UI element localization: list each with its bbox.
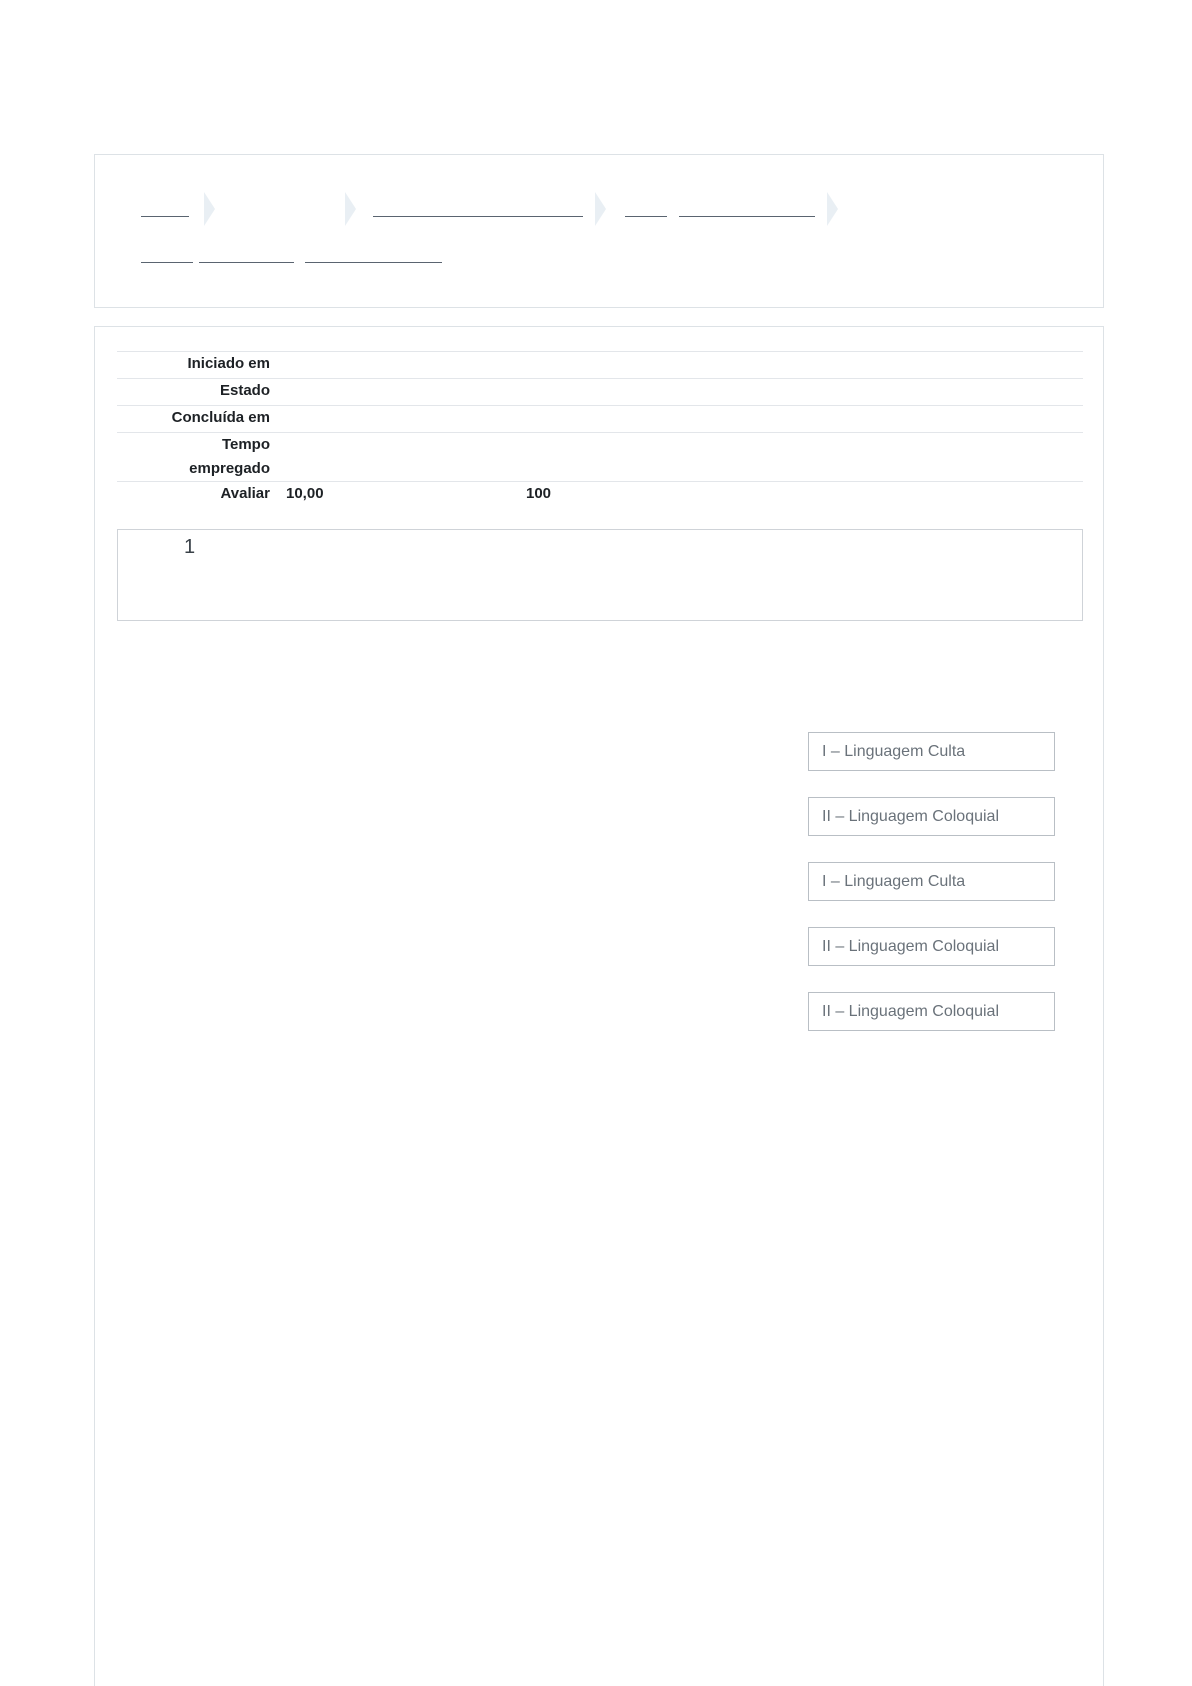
breadcrumb-link-activity-name[interactable] [199, 248, 294, 263]
summary-label: Tempo empregado [189, 436, 270, 477]
answer-select-1[interactable]: I – Linguagem Culta [808, 732, 1055, 771]
summary-value [270, 482, 1083, 508]
grade-max-value: 100 [526, 485, 552, 502]
summary-row-started [117, 351, 1083, 378]
breadcrumb-link-section-name[interactable] [679, 202, 815, 217]
breadcrumb-card [94, 154, 1104, 308]
answer-select-3[interactable]: I – Linguagem Culta [808, 862, 1055, 901]
breadcrumb-link-activity[interactable] [141, 248, 193, 263]
breadcrumb-link-section[interactable] [625, 202, 667, 217]
question-info-box [117, 529, 1083, 621]
quiz-review-card [94, 326, 1104, 1686]
breadcrumb-separator-icon [204, 192, 215, 226]
summary-label: Iniciado em [187, 355, 270, 372]
summary-value [270, 406, 1083, 432]
summary-value [270, 433, 1083, 481]
summary-value [270, 379, 1083, 405]
summary-label: Concluída em [171, 409, 270, 426]
summary-value [270, 352, 1083, 378]
answer-select-4[interactable]: II – Linguagem Coloquial [808, 927, 1055, 966]
grade-value: 10,00 [286, 485, 324, 502]
question-number: 1 [184, 536, 196, 558]
breadcrumb-link-course[interactable] [373, 202, 583, 217]
breadcrumb-link-home[interactable] [141, 202, 189, 217]
breadcrumb-link-review[interactable] [305, 248, 442, 263]
breadcrumb-separator-icon [595, 192, 606, 226]
summary-row-grade [117, 481, 1083, 508]
breadcrumb-separator-icon [827, 192, 838, 226]
breadcrumb-separator-icon [345, 192, 356, 226]
answer-select-2[interactable]: II – Linguagem Coloquial [808, 797, 1055, 836]
summary-row-completed [117, 405, 1083, 432]
summary-row-state [117, 378, 1083, 405]
summary-label: Avaliar [220, 485, 270, 502]
summary-label: Estado [219, 382, 270, 399]
answer-select-5[interactable]: II – Linguagem Coloquial [808, 992, 1055, 1031]
attempt-summary-table [117, 351, 1083, 508]
summary-row-time-taken [117, 432, 1083, 481]
